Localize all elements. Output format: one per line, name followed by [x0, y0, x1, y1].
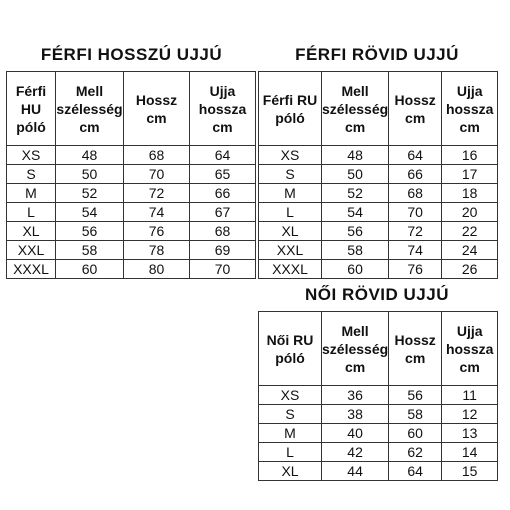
- measurement-cell: 68: [124, 146, 190, 165]
- size-cell: XXXL: [7, 260, 56, 279]
- measurement-cell: 60: [322, 260, 389, 279]
- measurement-cell: 12: [442, 405, 498, 424]
- men-long-sleeve-section: [6, 45, 257, 279]
- table-row: [259, 386, 498, 405]
- size-cell: XXL: [7, 241, 56, 260]
- measurement-cell: 26: [442, 260, 498, 279]
- size-cell: M: [7, 184, 56, 203]
- table-row: [259, 405, 498, 424]
- measurement-cell: 50: [56, 165, 124, 184]
- size-cell: XS: [7, 146, 56, 165]
- table-header-row: [259, 312, 498, 386]
- measurement-cell: 72: [124, 184, 190, 203]
- measurement-cell: 38: [322, 405, 389, 424]
- women-short-sleeve-section: [258, 285, 498, 481]
- column-header-line: cm: [405, 109, 426, 126]
- column-header-line: Férfi RU: [262, 91, 318, 108]
- measurement-cell: 16: [442, 146, 498, 165]
- table-row: [259, 424, 498, 443]
- column-header-line: cm: [459, 118, 480, 135]
- measurement-cell: 68: [389, 184, 442, 203]
- measurement-cell: 17: [442, 165, 498, 184]
- men-short-sleeve-section: [258, 45, 498, 279]
- column-header: [389, 72, 442, 146]
- column-header-line: Hossz: [135, 91, 178, 108]
- column-header-line: hossza: [445, 340, 494, 357]
- size-cell: S: [259, 405, 322, 424]
- column-header-line: cm: [344, 118, 366, 135]
- size-cell: XL: [259, 222, 322, 241]
- column-header-line: cm: [79, 118, 100, 135]
- measurement-cell: 65: [190, 165, 256, 184]
- column-header-line: póló: [275, 109, 305, 126]
- column-header: [389, 312, 442, 386]
- column-header: [259, 312, 322, 386]
- measurement-cell: 60: [389, 424, 442, 443]
- measurement-cell: 74: [389, 241, 442, 260]
- column-header-line: Hossz: [394, 331, 436, 348]
- table-row: [7, 203, 256, 222]
- measurement-cell: 72: [389, 222, 442, 241]
- column-header-line: Női RU: [266, 331, 314, 348]
- measurement-cell: 18: [442, 184, 498, 203]
- table-row: [259, 462, 498, 481]
- measurement-cell: 68: [190, 222, 256, 241]
- size-cell: XXL: [259, 241, 322, 260]
- table-row: [259, 184, 498, 203]
- measurement-cell: 48: [322, 146, 389, 165]
- column-header-line: Ujja: [456, 82, 483, 99]
- column-header: [442, 72, 498, 146]
- women-short-sleeve-title: NŐI RÖVID UJJÚ: [305, 285, 449, 304]
- measurement-cell: 22: [442, 222, 498, 241]
- measurement-cell: 20: [442, 203, 498, 222]
- column-header-line: póló: [275, 349, 305, 366]
- measurement-cell: 56: [56, 222, 124, 241]
- table-row: [7, 165, 256, 184]
- size-cell: S: [7, 165, 56, 184]
- column-header-line: Férfi: [15, 82, 47, 99]
- size-cell: XL: [7, 222, 56, 241]
- column-header-line: cm: [405, 349, 426, 366]
- men-long-sleeve-size-table: [6, 71, 256, 279]
- column-header-line: cm: [146, 109, 167, 126]
- size-cell: M: [259, 424, 322, 443]
- measurement-cell: 64: [389, 462, 442, 481]
- measurement-cell: 56: [389, 386, 442, 405]
- measurement-cell: 66: [190, 184, 256, 203]
- column-header: [56, 72, 124, 146]
- column-header-line: cm: [344, 358, 366, 375]
- column-header: [259, 72, 322, 146]
- measurement-cell: 67: [190, 203, 256, 222]
- size-cell: L: [259, 443, 322, 462]
- column-header-line: szélesség: [56, 100, 123, 117]
- column-header-line: Ujja: [209, 82, 236, 99]
- column-header-line: Mell: [341, 82, 369, 99]
- table-row: [259, 146, 498, 165]
- measurement-cell: 40: [322, 424, 389, 443]
- measurement-cell: 13: [442, 424, 498, 443]
- measurement-cell: 50: [322, 165, 389, 184]
- measurement-cell: 80: [124, 260, 190, 279]
- measurement-cell: 64: [190, 146, 256, 165]
- table-header-row: [259, 72, 498, 146]
- measurement-cell: 14: [442, 443, 498, 462]
- table-row: [259, 165, 498, 184]
- measurement-cell: 70: [389, 203, 442, 222]
- table-row: [7, 241, 256, 260]
- measurement-cell: 24: [442, 241, 498, 260]
- column-header: [322, 312, 389, 386]
- table-row: [7, 184, 256, 203]
- column-header-line: cm: [459, 358, 480, 375]
- column-header-line: póló: [16, 118, 46, 135]
- size-cell: L: [7, 203, 56, 222]
- size-cell: S: [259, 165, 322, 184]
- column-header: [7, 72, 56, 146]
- measurement-cell: 58: [56, 241, 124, 260]
- column-header: [322, 72, 389, 146]
- measurement-cell: 66: [389, 165, 442, 184]
- measurement-cell: 54: [322, 203, 389, 222]
- column-header-line: szélesség: [322, 100, 389, 117]
- column-header-line: HU: [20, 100, 42, 117]
- measurement-cell: 76: [124, 222, 190, 241]
- measurement-cell: 48: [56, 146, 124, 165]
- measurement-cell: 11: [442, 386, 498, 405]
- size-cell: XS: [259, 386, 322, 405]
- size-cell: XXXL: [259, 260, 322, 279]
- table-row: [259, 241, 498, 260]
- size-cell: M: [259, 184, 322, 203]
- table-row: [259, 203, 498, 222]
- measurement-cell: 52: [56, 184, 124, 203]
- column-header: [124, 72, 190, 146]
- measurement-cell: 74: [124, 203, 190, 222]
- table-row: [7, 146, 256, 165]
- measurement-cell: 58: [389, 405, 442, 424]
- measurement-cell: 78: [124, 241, 190, 260]
- column-header: [442, 312, 498, 386]
- men-long-sleeve-title: FÉRFI HOSSZÚ UJJÚ: [40, 45, 223, 64]
- table-header-row: [7, 72, 256, 146]
- measurement-cell: 69: [190, 241, 256, 260]
- measurement-cell: 70: [190, 260, 256, 279]
- men-short-sleeve-title: FÉRFI RÖVID UJJÚ: [295, 45, 459, 64]
- column-header-line: szélesség: [322, 340, 389, 357]
- size-cell: XS: [259, 146, 322, 165]
- measurement-cell: 36: [322, 386, 389, 405]
- measurement-cell: 60: [56, 260, 124, 279]
- table-row: [7, 260, 256, 279]
- table-row: [7, 222, 256, 241]
- measurement-cell: 56: [322, 222, 389, 241]
- measurement-cell: 58: [322, 241, 389, 260]
- measurement-cell: 42: [322, 443, 389, 462]
- column-header-line: cm: [212, 118, 233, 135]
- column-header-line: Mell: [75, 82, 104, 99]
- measurement-cell: 64: [389, 146, 442, 165]
- size-cell: L: [259, 203, 322, 222]
- table-row: [259, 222, 498, 241]
- measurement-cell: 76: [389, 260, 442, 279]
- measurement-cell: 44: [322, 462, 389, 481]
- size-cell: XL: [259, 462, 322, 481]
- column-header: [190, 72, 256, 146]
- measurement-cell: 15: [442, 462, 498, 481]
- measurement-cell: 54: [56, 203, 124, 222]
- column-header-line: Hossz: [394, 91, 436, 108]
- men-short-sleeve-size-table: [258, 71, 498, 279]
- measurement-cell: 62: [389, 443, 442, 462]
- column-header-line: hossza: [445, 100, 494, 117]
- women-short-sleeve-size-table: [258, 311, 498, 481]
- measurement-cell: 52: [322, 184, 389, 203]
- column-header-line: Mell: [341, 322, 369, 339]
- table-row: [259, 260, 498, 279]
- column-header-line: hossza: [198, 100, 247, 117]
- column-header-line: Ujja: [456, 322, 483, 339]
- measurement-cell: 70: [124, 165, 190, 184]
- table-row: [259, 443, 498, 462]
